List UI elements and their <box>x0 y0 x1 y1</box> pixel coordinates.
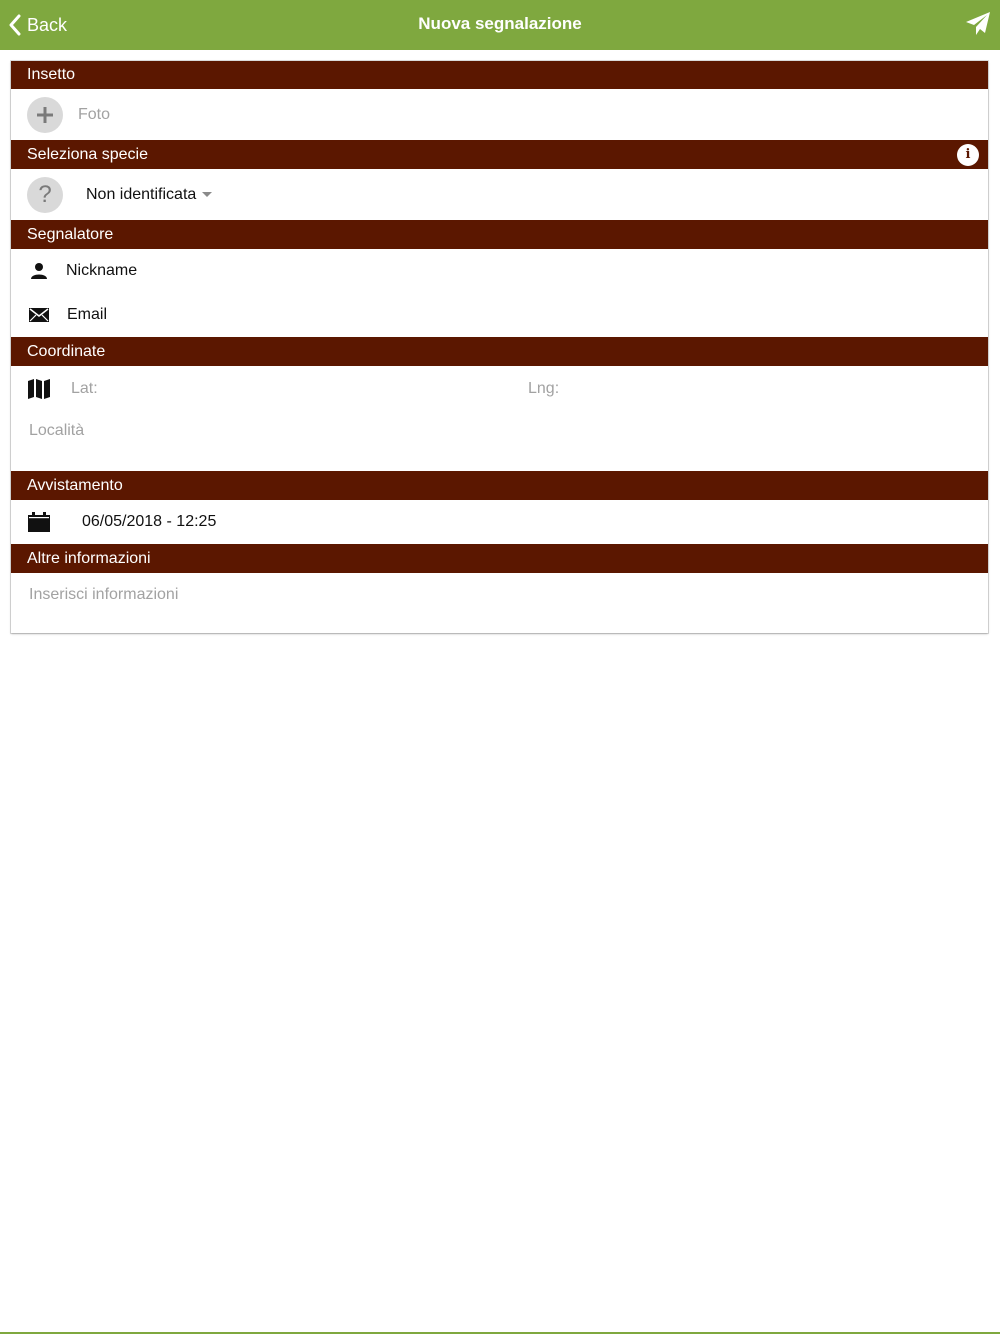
section-title: Insetto <box>27 66 76 83</box>
calendar-icon <box>28 512 50 532</box>
email-row[interactable] <box>11 293 988 337</box>
section-title: Coordinate <box>27 342 106 360</box>
section-header-segnalatore <box>11 220 988 249</box>
email-field[interactable]: Email <box>67 306 108 323</box>
section-header-avvistamento <box>11 471 988 500</box>
envelope-icon <box>29 308 49 322</box>
user-icon <box>30 262 48 280</box>
sighting-datetime[interactable]: 06/05/2018 - 12:25 <box>82 513 217 530</box>
section-title: Segnalatore <box>27 225 114 243</box>
longitude-field[interactable]: Lng: <box>528 379 560 397</box>
sighting-date-row[interactable] <box>11 500 988 544</box>
back-label: Back <box>27 14 68 35</box>
page-title: Nuova segnalazione <box>418 14 582 33</box>
species-row[interactable] <box>11 169 988 220</box>
section-header-coordinate <box>11 337 988 366</box>
add-photo-icon[interactable] <box>27 97 63 133</box>
section-header-insetto <box>11 61 988 89</box>
nickname-row[interactable] <box>11 249 988 293</box>
paper-plane-icon[interactable] <box>965 11 991 37</box>
photo-label: Foto <box>78 105 111 123</box>
species-select[interactable] <box>86 186 212 204</box>
latitude-field[interactable]: Lat: <box>71 379 98 397</box>
info-button[interactable]: i <box>957 144 979 166</box>
question-mark-icon: ? <box>27 177 63 213</box>
section-header-specie <box>11 140 988 169</box>
section-title: Avvistamento <box>27 476 123 494</box>
nickname-field[interactable]: Nickname <box>66 262 138 279</box>
coordinates-row <box>11 366 988 411</box>
report-form-card <box>11 61 988 633</box>
top-navbar <box>0 0 1000 50</box>
section-title: Seleziona specie <box>27 145 148 163</box>
section-header-altre <box>11 544 988 573</box>
locality-row[interactable] <box>11 411 988 451</box>
caret-down-icon <box>202 192 212 197</box>
locality-input[interactable]: Località <box>29 422 85 439</box>
photo-row[interactable] <box>11 89 988 140</box>
map-icon <box>28 379 50 399</box>
other-info-textarea[interactable]: Inserisci informazioni <box>29 586 179 603</box>
other-info-row[interactable] <box>11 573 988 617</box>
species-selected-value: Non identificata <box>86 185 197 203</box>
section-title: Altre informazioni <box>27 549 151 567</box>
